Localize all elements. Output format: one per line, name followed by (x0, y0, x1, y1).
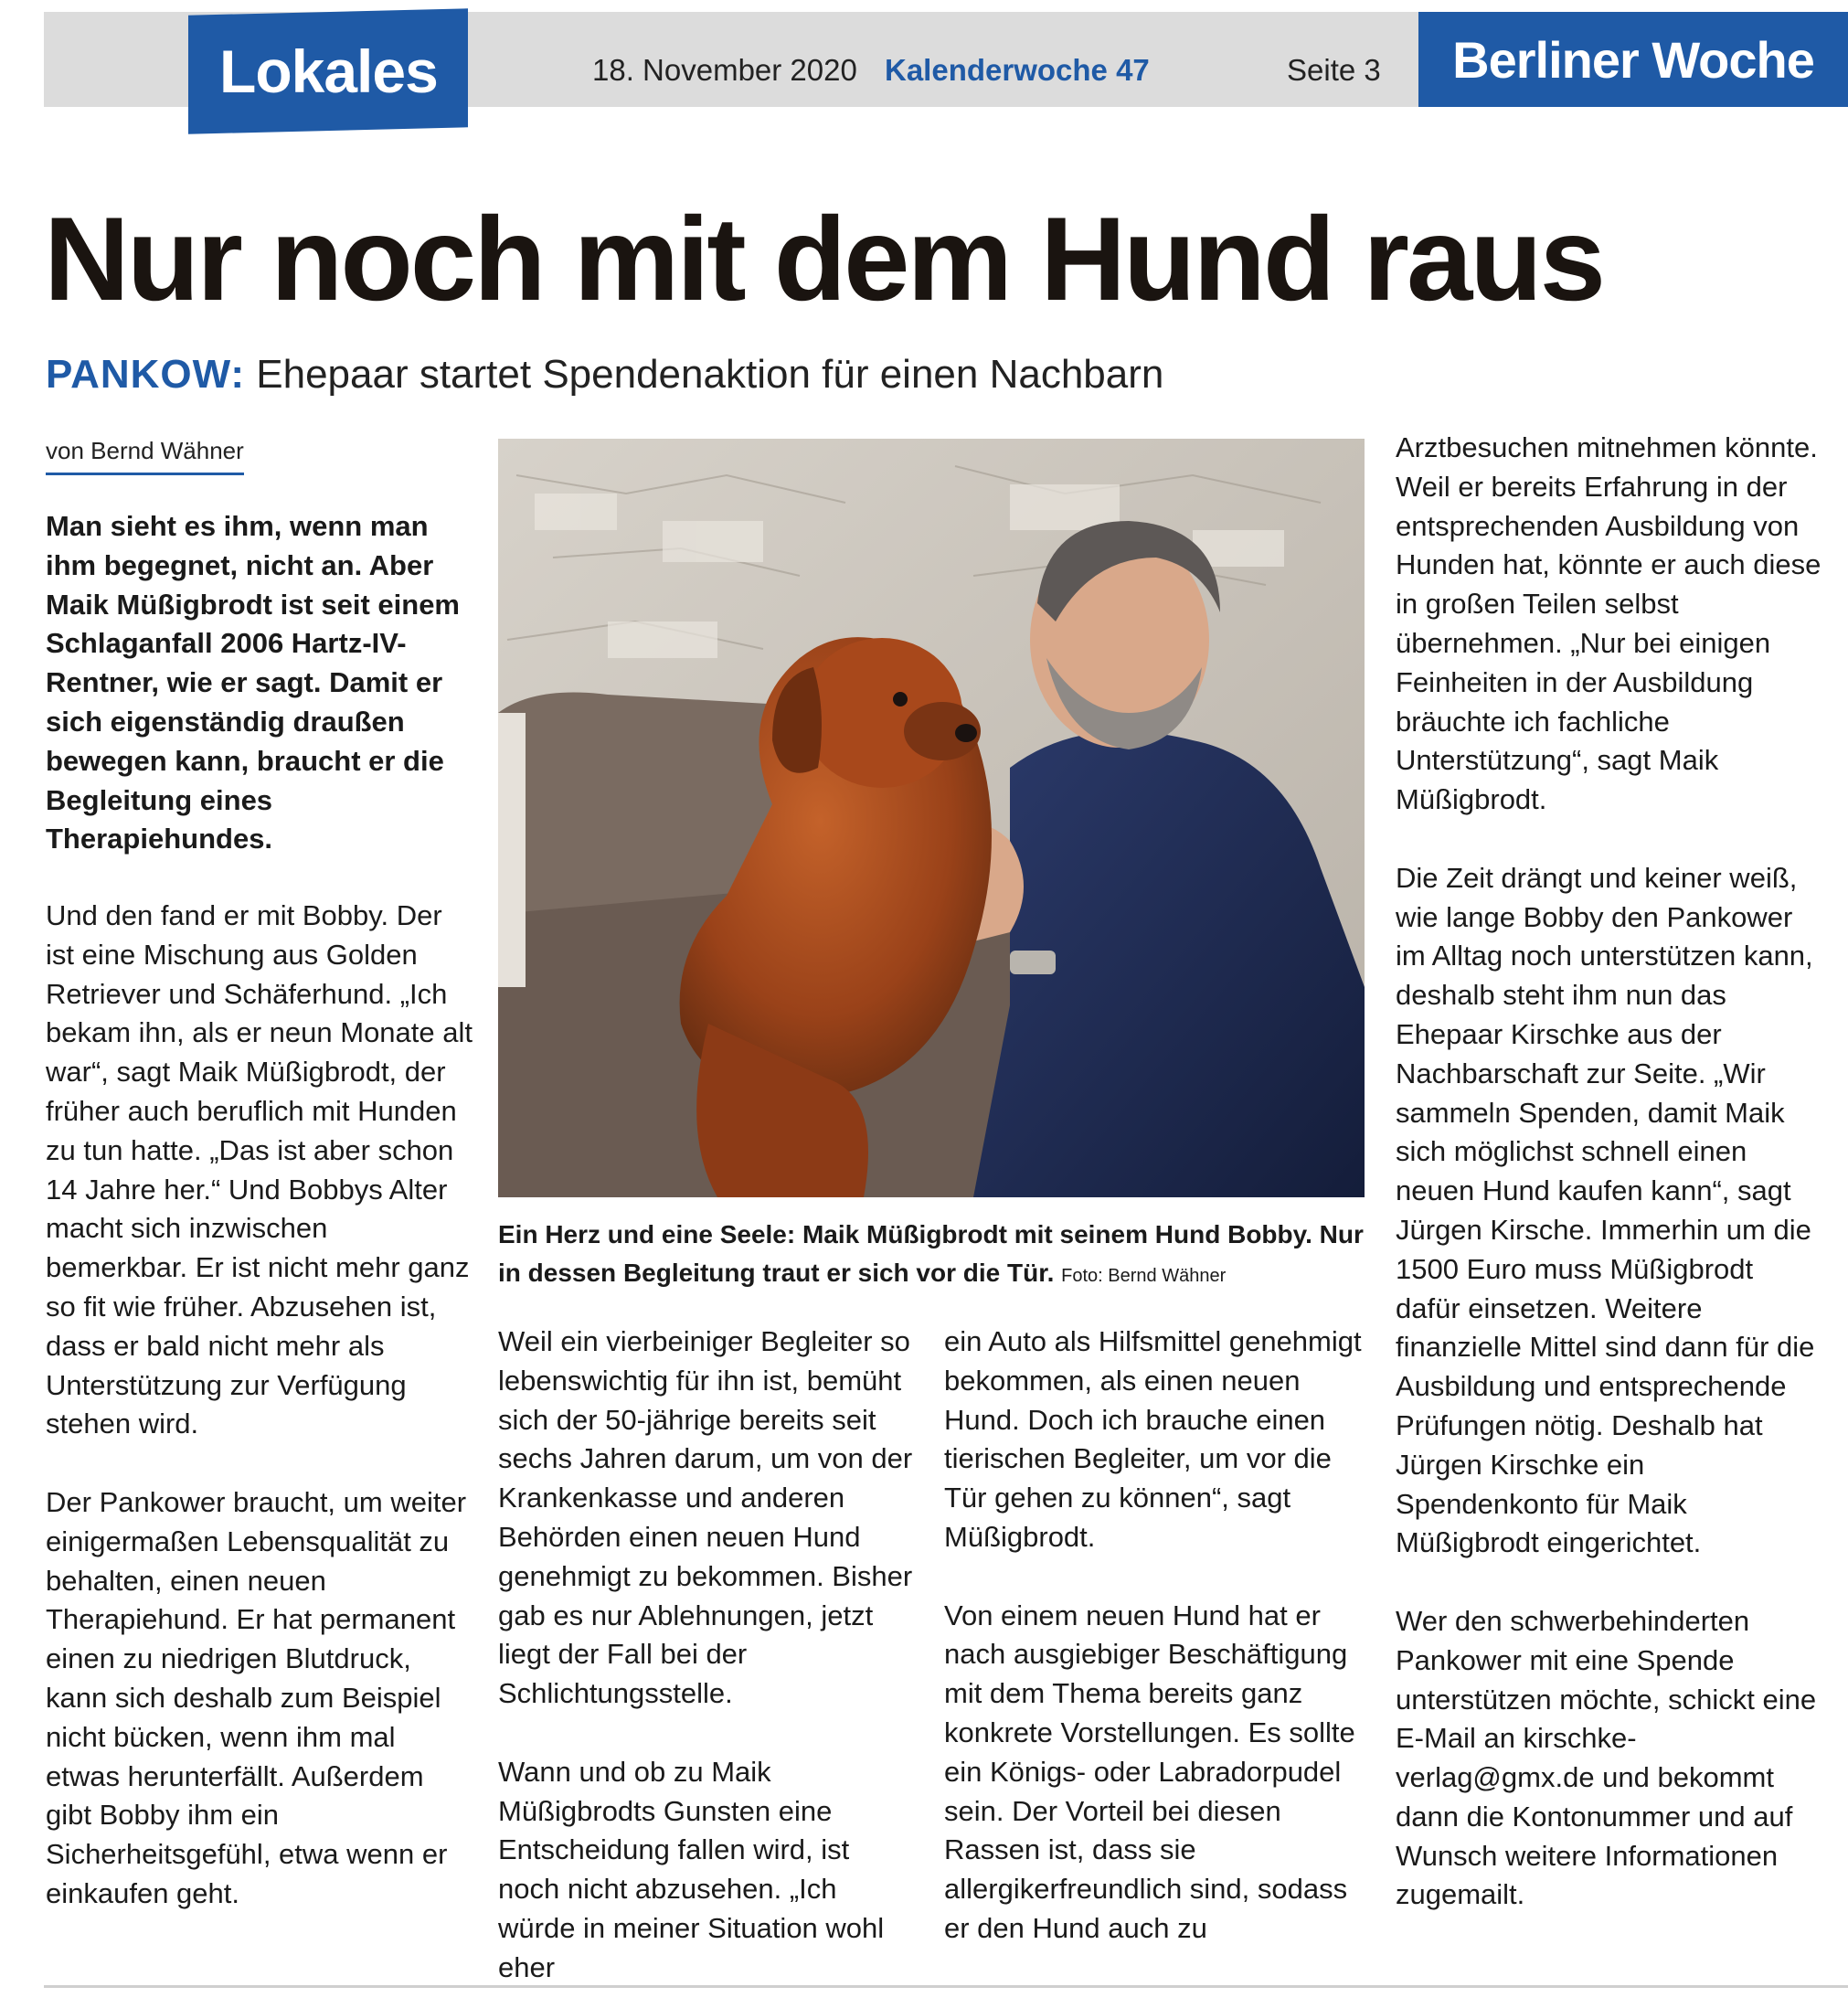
calendar-week: Kalenderwoche 47 (885, 53, 1150, 87)
caption-text: Ein Herz und eine Seele: Maik Müßigbrodt mit seinem Hund Bobby. Nur in dessen Begleitung traut er sich vor die Tür. (498, 1220, 1364, 1287)
paragraph: Wann und ob zu Maik Müßigbrodts Gunsten eine Entscheidung fallen wird, ist noch nicht abzusehen. „Ich würde in meiner Situation wohl eher (498, 1755, 885, 1983)
subhead-location: PANKOW: (46, 352, 246, 397)
photo-caption (498, 1216, 1365, 1295)
paragraph: Und den fand er mit Bobby. Der ist eine Mischung aus Golden Retriever und Schäferhund. „Ich bekam ihn, als er neun Monate alt war“, sagt Maik Müßigbrodt, der früher auch beruflich mit Hunden zu tun hatte. „Das ist aber schon 14 Jahre her.“ Und Bobbys Alter macht sich inzwischen bemerkbar. Er ist nicht mehr ganz so fit wie früher. Abzusehen ist, dass er bald nicht mehr als Unterstützung zur Verfügung stehen wird. (46, 899, 473, 1440)
subhead-text: Ehepaar startet Spendenaktion für einen Nachbarn (245, 352, 1164, 397)
article-lead: Man sieht es ihm, wenn man ihm begegnet, nicht an. Aber Maik Müßigbrodt ist seit einem Schlaganfall 2006 Hartz-IV-Rentner, wie er sagt. Damit er sich eigenständig draußen bewegen kann, braucht er die Begleitung eines Therapiehundes. (46, 510, 460, 855)
paragraph: Von einem neuen Hund hat er nach ausgiebiger Beschäftigung mit dem Thema bereits ganz konkrete Vorstellungen. Es sollte ein Königs- oder Labradorpudel sein. Der Vorteil bei diesen Rassen ist, dass sie allergikerfreundlich sind, sodass er den Hund auch zu (944, 1599, 1355, 1944)
paragraph: Die Zeit drängt und keiner weiß, wie lange Bobby den Pankower im Alltag noch unterstützen kann, deshalb steht ihm nun das Ehepaar Kirschke aus der Nachbarschaft zur Seite. „Wir sammeln Spenden, damit Maik sich möglichst schnell einen neuen Hund kaufen kann“, sagt Jürgen Kirsche. Immerhin um die 1500 Euro muss Müßigbrodt dafür einsetzen. Weitere finanzielle Mittel sind dann für die Ausbildung und entsprechende Prüfungen nötig. Deshalb hat Jürgen Kirschke ein Spendenkonto für Maik Müßigbrodt eingerichtet. (1396, 861, 1815, 1559)
byline: von Bernd Wähner (46, 437, 244, 475)
column-3 (944, 1323, 1374, 1949)
photo-credit: Foto: Bernd Wähner (1061, 1266, 1227, 1286)
article-subheadline (46, 352, 1163, 398)
paragraph: ein Auto als Hilfsmittel genehmigt bekommen, als einen neuen Hund. Doch ich brauche einen tierischen Begleiter, um vor die Tür gehen zu können“, sagt Müßigbrodt. (944, 1325, 1362, 1553)
article-photo (498, 439, 1365, 1197)
paragraph: Arztbesuchen mitnehmen könnte. Weil er bereits Erfahrung in der entsprechenden Ausbildung von Hunden hat, könnte er auch diese in großen Teilen selbst übernehmen. „Nur bei einigen Feinheiten in der Ausbildung bräuchte ich fachliche Unterstützung“, sagt Maik Müßigbrodt. (1396, 431, 1821, 816)
section-label-text: Lokales (218, 37, 438, 106)
newspaper-name: Berliner Woche (1452, 30, 1814, 89)
photo-man-with-dog (498, 439, 1365, 1197)
column-4 (1396, 429, 1825, 1915)
section-label (188, 8, 468, 133)
page-number: Seite 3 (1287, 53, 1381, 87)
paragraph: Der Pankower braucht, um weiter einigermaßen Lebensqualität zu behalten, einen neuen Therapiehund. Er hat permanent einen zu niedrigen Blutdruck, kann sich deshalb zum Beispiel nicht bücken, wenn ihm mal etwas herunterfällt. Außerdem gibt Bobby ihm ein Sicherheitsgefühl, etwa wenn er einkaufen geht. (46, 1485, 467, 1909)
newspaper-logo (1418, 12, 1848, 107)
paragraph: Weil ein vierbeiniger Begleiter so lebenswichtig für ihn ist, bemüht sich der 50-jährige bereits seit sechs Jahren darum, um von der Krankenkasse und anderen Behörden einen neuen Hund genehmigt zu bekommen. Bisher gab es nur Ablehnungen, jetzt liegt der Fall bei der Schlichtungsstelle. (498, 1325, 913, 1710)
bottom-divider (44, 1985, 1848, 1988)
article-headline: Nur noch mit dem Hund raus (44, 192, 1604, 325)
column-2 (498, 1323, 917, 1988)
paragraph: Wer den schwerbehinderten Pankower mit eine Spende unterstützen möchte, schickt eine E-Mail an kirschke-verlag@gmx.de und bekommt dann die Kontonummer und auf Wunsch weitere Informationen zugemailt. (1396, 1604, 1817, 1911)
issue-date: 18. November 2020 (592, 53, 857, 87)
column-1 (46, 897, 475, 1914)
